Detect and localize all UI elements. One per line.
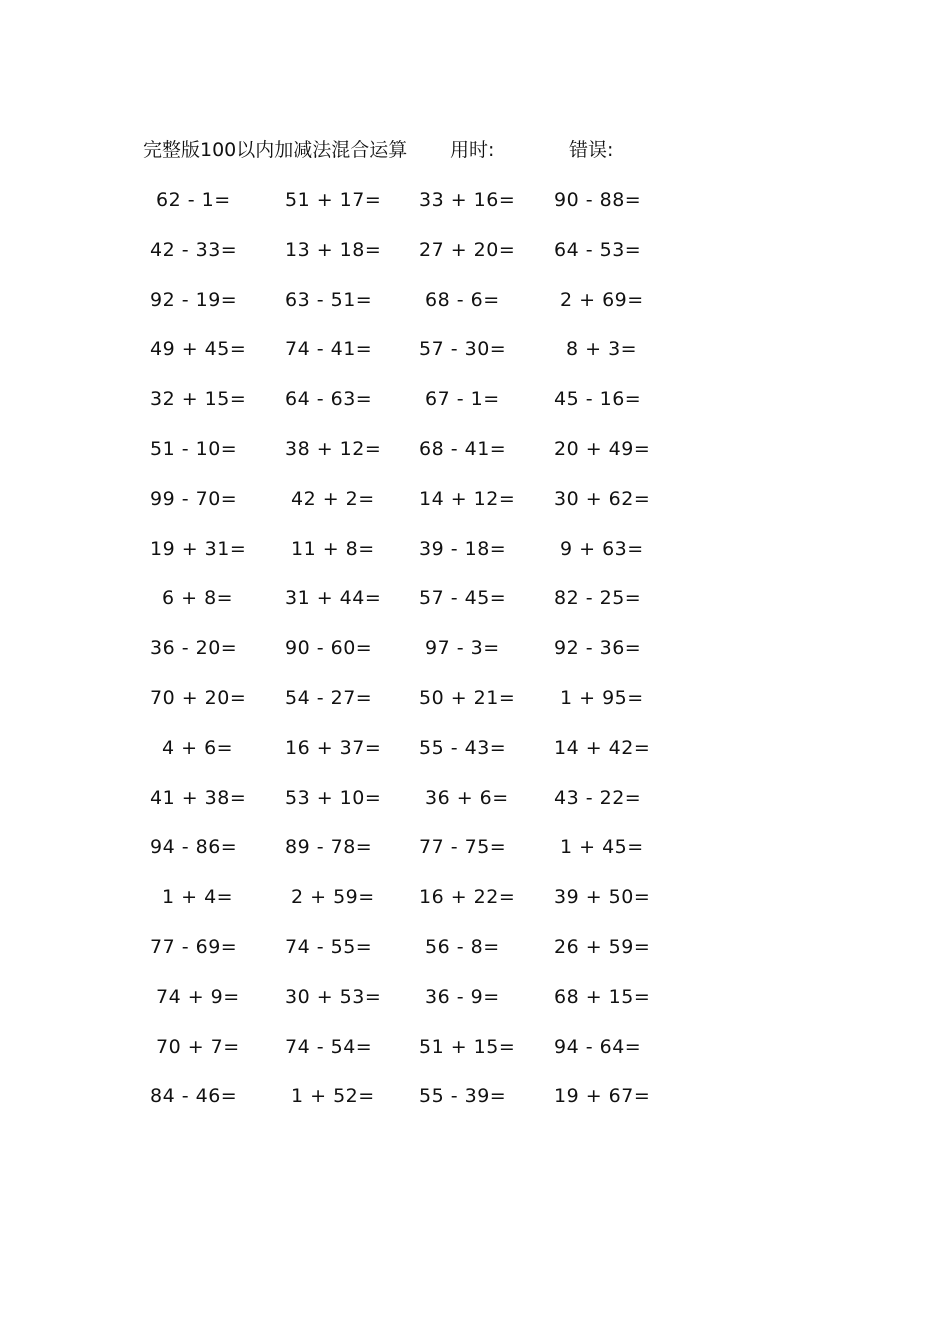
problem-4-1: 49 + 45= <box>150 338 247 360</box>
problem-7-1: 99 - 70= <box>150 488 238 510</box>
problem-3-1: 92 - 19= <box>150 289 238 311</box>
problem-8-2: 11 + 8= <box>291 538 375 560</box>
problem-10-3: 97 - 3= <box>425 637 500 659</box>
problem-11-1: 70 + 20= <box>150 687 247 709</box>
problem-13-1: 41 + 38= <box>150 787 247 809</box>
problem-2-4: 64 - 53= <box>554 239 642 261</box>
problem-4-4: 8 + 3= <box>566 338 638 360</box>
problem-16-3: 56 - 8= <box>425 936 500 958</box>
problem-13-4: 43 - 22= <box>554 787 642 809</box>
problem-6-3: 68 - 41= <box>419 438 507 460</box>
problem-15-1: 1 + 4= <box>162 886 234 908</box>
problem-16-1: 77 - 69= <box>150 936 238 958</box>
problem-1-2: 51 + 17= <box>285 189 382 211</box>
problem-17-3: 36 - 9= <box>425 986 500 1008</box>
problem-1-1: 62 - 1= <box>156 189 231 211</box>
problem-17-1: 74 + 9= <box>156 986 240 1008</box>
problem-2-1: 42 - 33= <box>150 239 238 261</box>
problem-5-3: 67 - 1= <box>425 388 500 410</box>
problem-5-2: 64 - 63= <box>285 388 373 410</box>
problem-11-2: 54 - 27= <box>285 687 373 709</box>
problem-12-2: 16 + 37= <box>285 737 382 759</box>
problem-6-2: 38 + 12= <box>285 438 382 460</box>
problem-14-2: 89 - 78= <box>285 836 373 858</box>
problem-15-3: 16 + 22= <box>419 886 516 908</box>
problem-10-1: 36 - 20= <box>150 637 238 659</box>
problem-16-2: 74 - 55= <box>285 936 373 958</box>
problem-14-3: 77 - 75= <box>419 836 507 858</box>
problem-1-4: 90 - 88= <box>554 189 642 211</box>
problem-2-3: 27 + 20= <box>419 239 516 261</box>
problem-6-1: 51 - 10= <box>150 438 238 460</box>
problem-9-2: 31 + 44= <box>285 587 382 609</box>
problem-5-4: 45 - 16= <box>554 388 642 410</box>
problem-11-3: 50 + 21= <box>419 687 516 709</box>
worksheet-title: 完整版100以内加减法混合运算 <box>143 139 408 161</box>
problem-8-4: 9 + 63= <box>560 538 644 560</box>
problem-1-3: 33 + 16= <box>419 189 516 211</box>
problem-3-3: 68 - 6= <box>425 289 500 311</box>
problem-17-4: 68 + 15= <box>554 986 651 1008</box>
problem-16-4: 26 + 59= <box>554 936 651 958</box>
problem-11-4: 1 + 95= <box>560 687 644 709</box>
problem-17-2: 30 + 53= <box>285 986 382 1008</box>
errors-label: 错误: <box>569 139 614 161</box>
problem-7-3: 14 + 12= <box>419 488 516 510</box>
problem-12-4: 14 + 42= <box>554 737 651 759</box>
problem-18-1: 70 + 7= <box>156 1036 240 1058</box>
problem-8-3: 39 - 18= <box>419 538 507 560</box>
problem-18-4: 94 - 64= <box>554 1036 642 1058</box>
problem-12-3: 55 - 43= <box>419 737 507 759</box>
problem-4-3: 57 - 30= <box>419 338 507 360</box>
problem-8-1: 19 + 31= <box>150 538 247 560</box>
problem-15-2: 2 + 59= <box>291 886 375 908</box>
problem-19-3: 55 - 39= <box>419 1085 507 1107</box>
problem-3-2: 63 - 51= <box>285 289 373 311</box>
problem-18-2: 74 - 54= <box>285 1036 373 1058</box>
problem-12-1: 4 + 6= <box>162 737 234 759</box>
problem-10-2: 90 - 60= <box>285 637 373 659</box>
problem-2-2: 13 + 18= <box>285 239 382 261</box>
problem-19-2: 1 + 52= <box>291 1085 375 1107</box>
problem-13-2: 53 + 10= <box>285 787 382 809</box>
problem-9-3: 57 - 45= <box>419 587 507 609</box>
problem-19-1: 84 - 46= <box>150 1085 238 1107</box>
problem-3-4: 2 + 69= <box>560 289 644 311</box>
problem-9-4: 82 - 25= <box>554 587 642 609</box>
problem-10-4: 92 - 36= <box>554 637 642 659</box>
problem-6-4: 20 + 49= <box>554 438 651 460</box>
problem-9-1: 6 + 8= <box>162 587 234 609</box>
problem-19-4: 19 + 67= <box>554 1085 651 1107</box>
time-label: 用时: <box>450 139 495 161</box>
problem-13-3: 36 + 6= <box>425 787 509 809</box>
problem-15-4: 39 + 50= <box>554 886 651 908</box>
problem-14-4: 1 + 45= <box>560 836 644 858</box>
problem-7-2: 42 + 2= <box>291 488 375 510</box>
problem-18-3: 51 + 15= <box>419 1036 516 1058</box>
problem-4-2: 74 - 41= <box>285 338 373 360</box>
problem-7-4: 30 + 62= <box>554 488 651 510</box>
problem-14-1: 94 - 86= <box>150 836 238 858</box>
problem-5-1: 32 + 15= <box>150 388 247 410</box>
